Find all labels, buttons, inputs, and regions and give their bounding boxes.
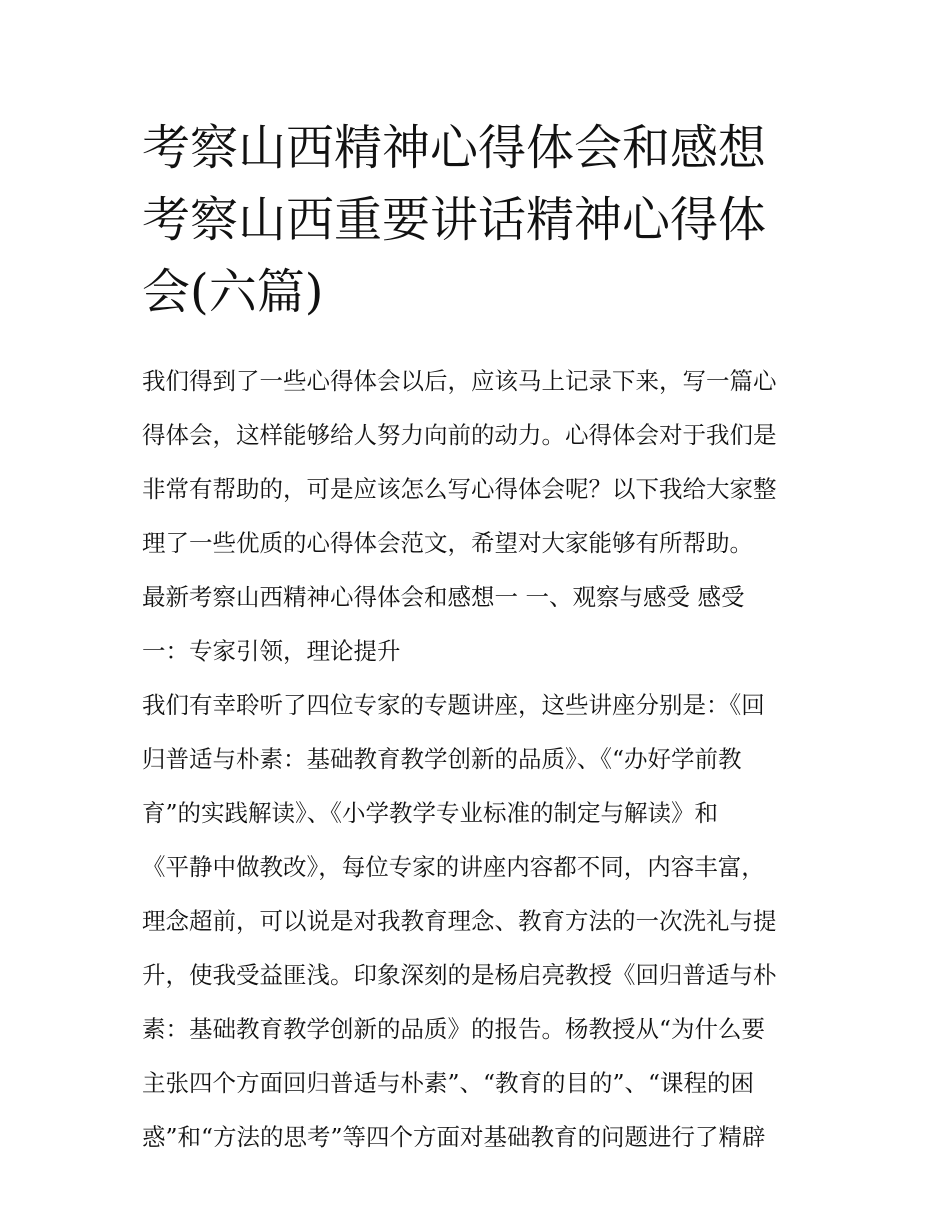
body-line: 育”的实践解读》、《小学教学专业标准的制定与解读》和 [142, 799, 719, 827]
body-line: 得体会，这样能够给人努力向前的动力。心得体会对于我们是 [142, 421, 777, 449]
body-line: 一：专家引领，理论提升 [142, 637, 401, 665]
body-line: 理念超前，可以说是对我教育理念、教育方法的一次洗礼与提 [142, 907, 777, 935]
title-line: 考察山西重要讲话精神心得体 [142, 192, 767, 248]
body-line: 素：基础教育教学创新的品质》的报告。杨教授从“为什么要 [142, 1015, 766, 1043]
title-line: 考察山西精神心得体会和感想 [142, 120, 767, 176]
body-line: 主张四个方面回归普适与朴素”、“教育的目的”、“课程的困 [142, 1069, 755, 1097]
body-line: 非常有帮助的，可是应该怎么写心得体会呢？以下我给大家整 [142, 475, 777, 503]
document-body [142, 354, 814, 1164]
body-line: 惑”和“方法的思考”等四个方面对基础教育的问题进行了精辟 [142, 1123, 766, 1151]
body-line: 归普适与朴素：基础教育教学创新的品质》、《“办好学前教 [142, 745, 742, 773]
document-title [142, 112, 822, 328]
body-line: 最新考察山西精神心得体会和感想一 一、观察与感受 感受 [142, 583, 745, 611]
body-line: 我们得到了一些心得体会以后，应该马上记录下来，写一篇心 [142, 367, 777, 395]
body-line: 升，使我受益匪浅。印象深刻的是杨启亮教授《回归普适与朴 [142, 961, 777, 989]
body-line: 理了一些优质的心得体会范文，希望对大家能够有所帮助。 [142, 529, 753, 557]
body-line: 我们有幸聆听了四位专家的专题讲座，这些讲座分别是：《回 [142, 691, 765, 719]
body-line: 《平静中做教改》，每位专家的讲座内容都不同，内容丰富， [142, 853, 765, 881]
title-line: 会(六篇) [142, 264, 324, 320]
